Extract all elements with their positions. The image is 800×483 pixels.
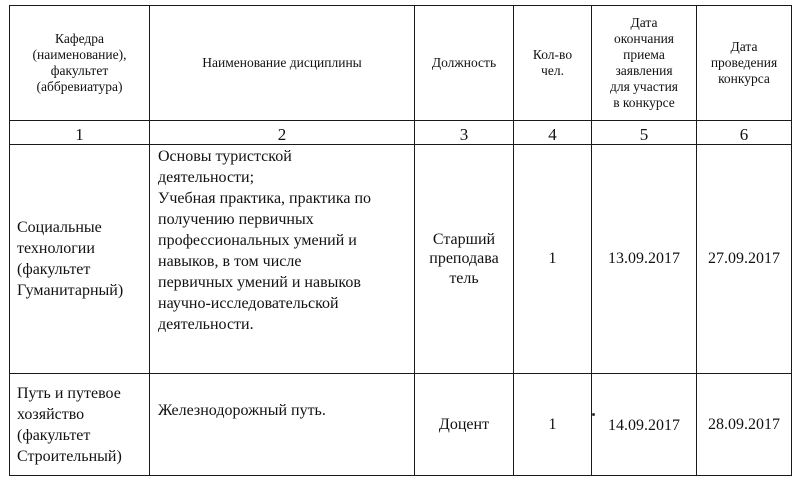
cell-position: Старший преподава тель bbox=[415, 145, 514, 374]
cell-department: Социальные технологии (факультет Гуманитарный) bbox=[10, 145, 150, 374]
cell-deadline: 14.09.2017 bbox=[592, 374, 697, 476]
column-number-row bbox=[10, 121, 792, 145]
column-number: 6 bbox=[697, 121, 792, 145]
table-row bbox=[10, 374, 792, 476]
column-number: 1 bbox=[10, 121, 150, 145]
cell-count: 1 bbox=[514, 374, 592, 476]
cell-discipline: Основы туристской деятельности; Учебная практика, практика по получению первичных профессиональных умений и навыков, в том числе первичных умений и навыков научно-исследовательской деятельности. bbox=[150, 145, 415, 374]
header-department: Кафедра (наименование), факультет (аббревиатура) bbox=[10, 6, 150, 121]
column-number: 4 bbox=[514, 121, 592, 145]
cell-contest-date: 27.09.2017 bbox=[697, 145, 792, 374]
header-position: Должность bbox=[415, 6, 514, 121]
contest-table bbox=[9, 5, 792, 476]
header-row bbox=[10, 6, 792, 121]
cell-contest-date: 28.09.2017 bbox=[697, 374, 792, 476]
scan-speck bbox=[592, 413, 595, 416]
column-number: 3 bbox=[415, 121, 514, 145]
cell-discipline: Железнодорожный путь. bbox=[150, 374, 415, 476]
header-contest-date: Дата проведения конкурса bbox=[697, 6, 792, 121]
table-row bbox=[10, 145, 792, 374]
header-count: Кол-во чел. bbox=[514, 6, 592, 121]
header-discipline: Наименование дисциплины bbox=[150, 6, 415, 121]
cell-department: Путь и путевое хозяйство (факультет Строительный) bbox=[10, 374, 150, 476]
column-number: 2 bbox=[150, 121, 415, 145]
cell-deadline: 13.09.2017 bbox=[592, 145, 697, 374]
header-deadline: Дата окончания приема заявления для участия в конкурсе bbox=[592, 6, 697, 121]
cell-position: Доцент bbox=[415, 374, 514, 476]
cell-count: 1 bbox=[514, 145, 592, 374]
column-number: 5 bbox=[592, 121, 697, 145]
